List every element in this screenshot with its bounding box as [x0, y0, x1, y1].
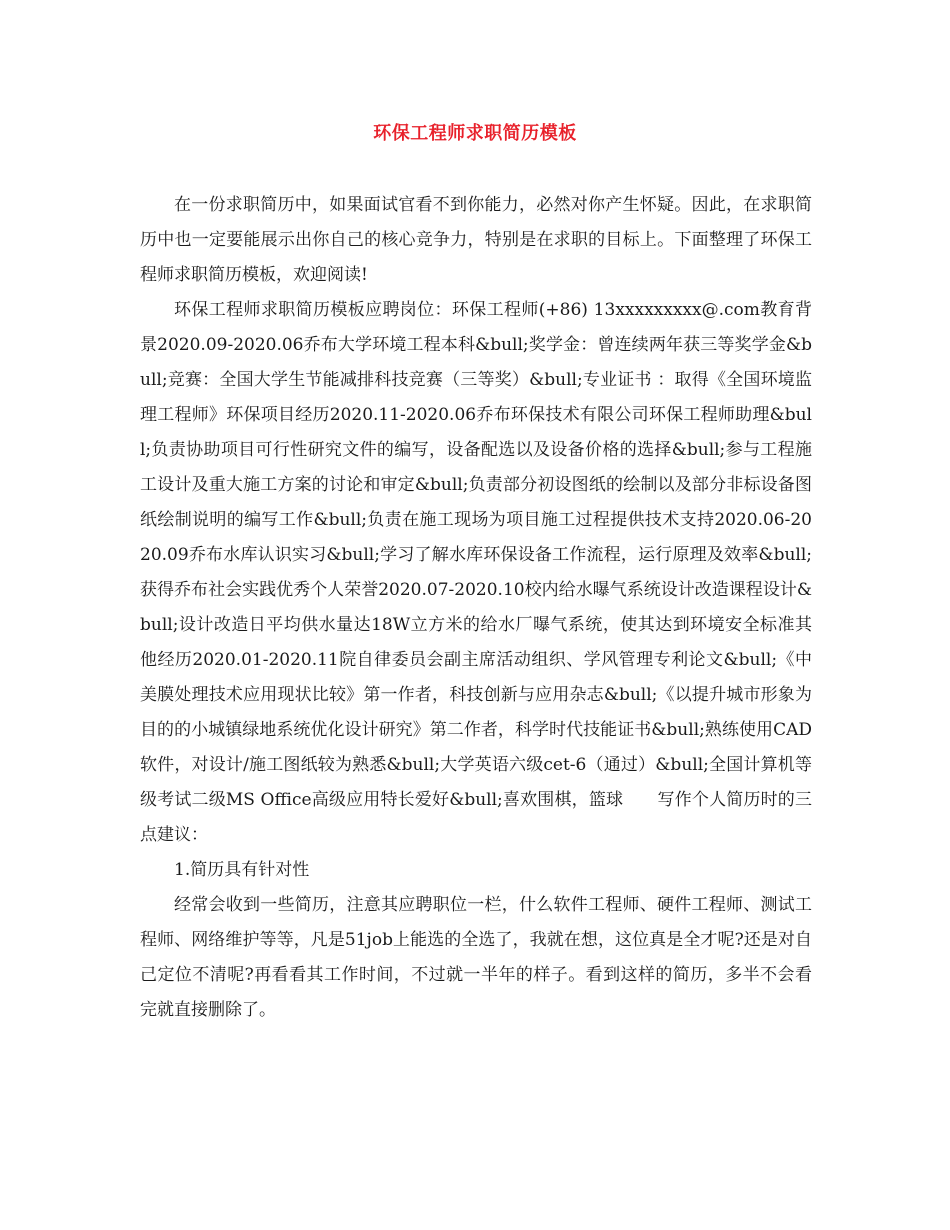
document-title: 环保工程师求职简历模板: [373, 123, 577, 144]
section-heading-targeted: 1.简历具有针对性: [174, 860, 310, 880]
intro-paragraph: 在一份求职简历中，如果面试官看不到你能力，必然对你产生怀疑。因此，在求职简历中也一定要能展示出你自己的核心竞争力，特别是在求职的目标上。下面整理了环保工程师求职简历模板，欢迎阅读!: [140, 195, 812, 285]
document-body: [140, 188, 812, 1028]
advice-paragraph: 经常会收到一些简历，注意其应聘职位一栏，什么软件工程师、硬件工程师、测试工程师、网络维护等等，凡是51job上能选的全选了，我就在想，这位真是全才呢?还是对自己定位不清呢?再看看其工作时间，不过就一半年的样子。看到这样的简历，多半不会看完就直接删除了。: [140, 895, 812, 1020]
resume-template-paragraph: 环保工程师求职简历模板应聘岗位：环保工程师(+86) 13xxxxxxxxx@.com教育背景2020.09-2020.06乔布大学环境工程本科&bull;奖学金：曾连续两年获三等奖学金&bull;竞赛：全国大学生节能减排科技竞赛（三等奖）&bull;专业证书 ：取得《全国环境监理工程师》环保项目经历2020.11-2020.06乔布环保技术有限公司环保工程师助理&bull;负责协助项目可行性研究文件的编写，设备配选以及设备价格的选择&bull;参与工程施工设计及重大施工方案的讨论和审定&bull;负责部分初设图纸的绘制以及部分非标设备图纸绘制说明的编写工作&bull;负责在施工现场为项目施工过程提供技术支持2020.06-2020.09乔布水库认识实习&bull;学习了解水库环保设备工作流程，运行原理及效率&bull;获得乔布社会实践优秀个人荣誉2020.07-2020.10校内给水曝气系统设计改造课程设计&bull;设计改造日平均供水量达18W立方米的给水厂曝气系统，使其达到环境安全标准其他经历2020.01-2020.11院自律委员会副主席活动组织、学风管理专利论文&bull;《中美膜处理技术应用现状比较》第一作者，科技创新与应用杂志&bull;《以提升城市形象为目的的小城镇绿地系统优化设计研究》第二作者，科学时代技能证书&bull;熟练使用CAD软件，对设计/施工图纸较为熟悉&bull;大学英语六级cet-6（通过）&bull;全国计算机等级考试二级MS Office高级应用特长爱好&bull;喜欢围棋，篮球 写作个人简历时的三点建议：: [140, 300, 812, 845]
